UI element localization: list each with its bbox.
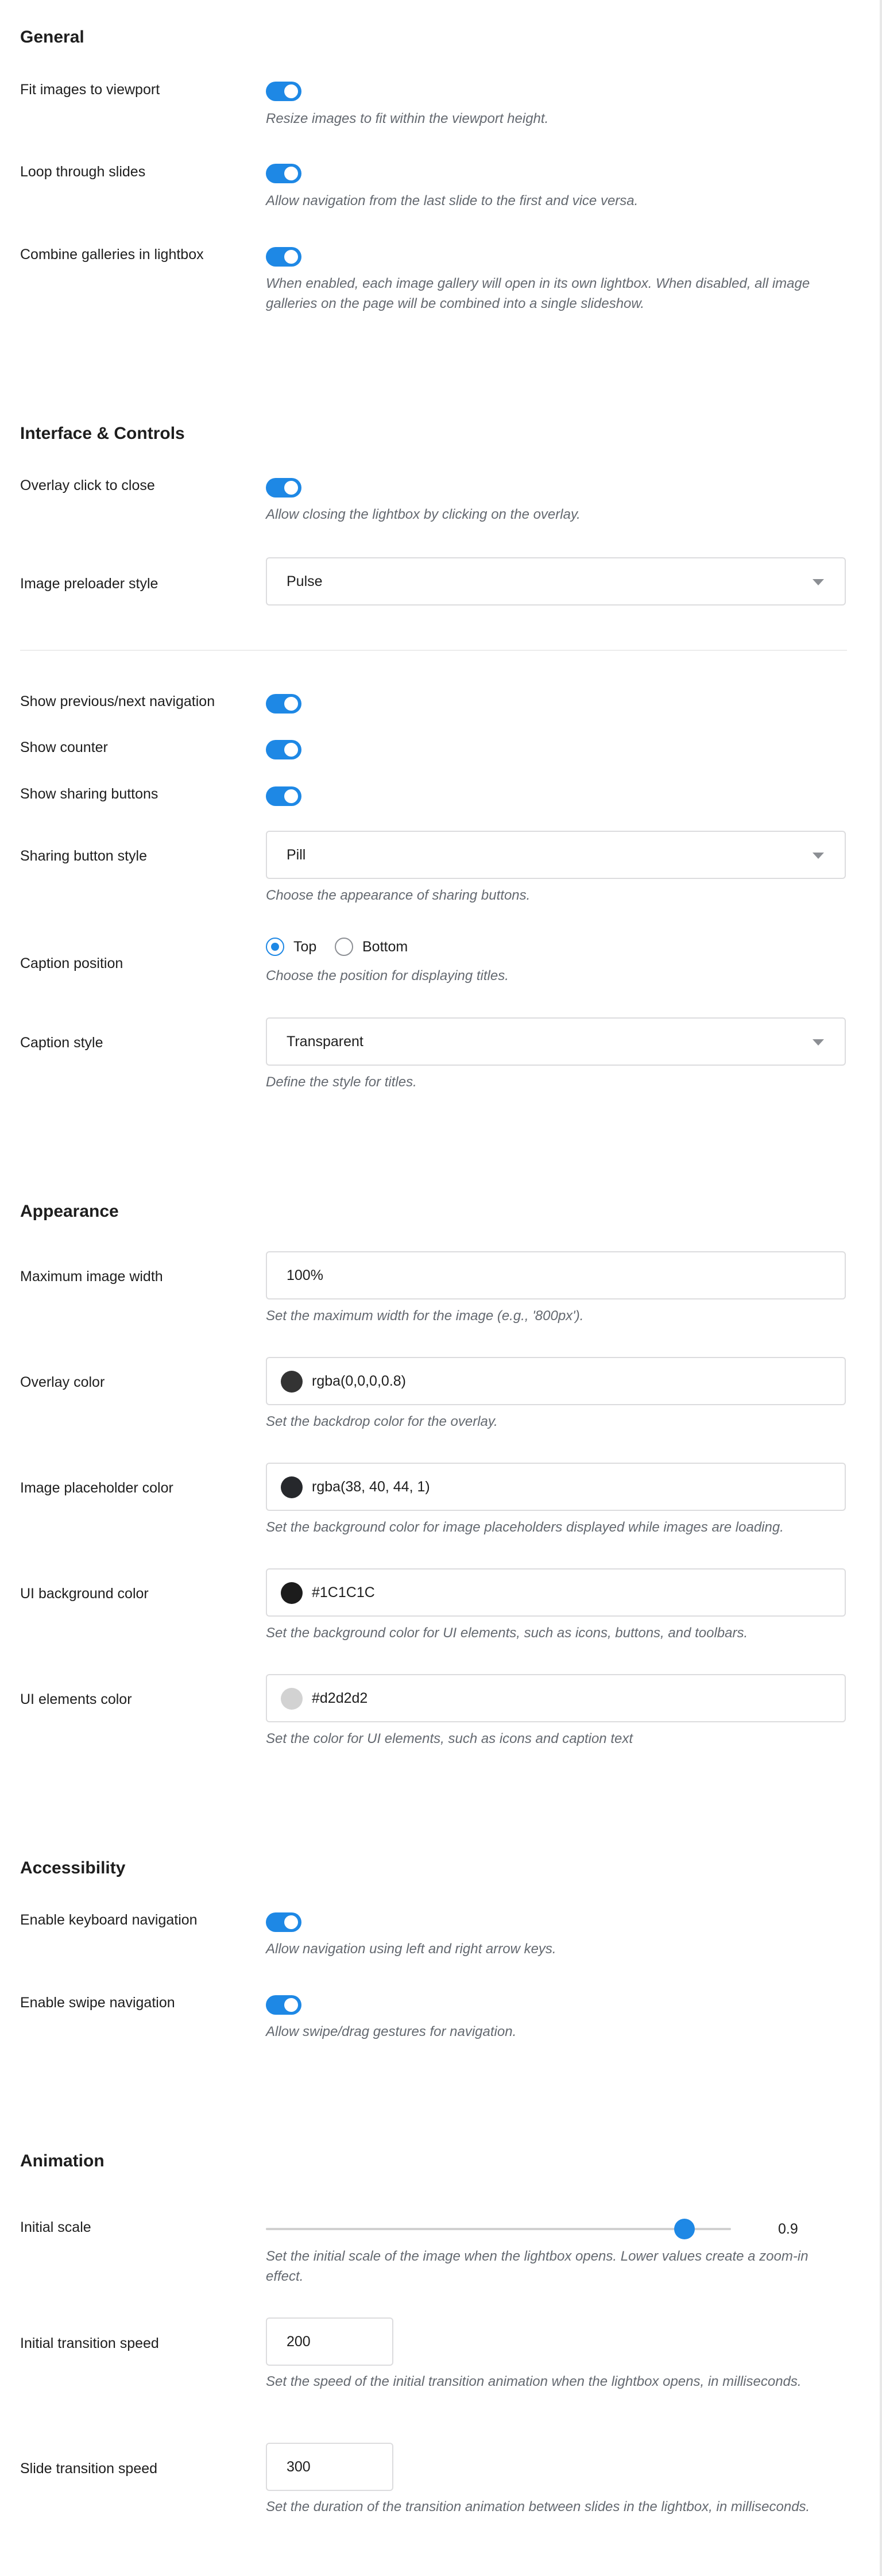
- loop-slides-label: Loop through slides: [20, 164, 146, 180]
- placeholder-color-label: Image placeholder color: [20, 1480, 173, 1496]
- caption-position-label: Caption position: [20, 955, 123, 971]
- show-counter-label: Show counter: [20, 739, 108, 755]
- initial-scale-slider-track[interactable]: [266, 2228, 731, 2230]
- initial-scale-label: Initial scale: [20, 2219, 91, 2235]
- max-width-desc: Set the maximum width for the image (e.g., '800px').: [266, 1308, 584, 1324]
- caption-position-bottom-radio[interactable]: [335, 938, 353, 956]
- caption-style-desc: Define the style for titles.: [266, 1074, 417, 1090]
- keyboard-nav-desc: Allow navigation using left and right arrow keys.: [266, 1941, 556, 1957]
- caption-style-value: Transparent: [287, 1034, 363, 1050]
- caption-position-bottom-label: Bottom: [362, 939, 408, 955]
- chevron-down-icon: [813, 853, 824, 859]
- chevron-down-icon: [813, 1039, 824, 1046]
- section-title-interface: Interface & Controls: [20, 424, 185, 443]
- fit-images-desc: Resize images to fit within the viewport height.: [266, 111, 549, 126]
- placeholder-color-desc: Set the background color for image placeholders displayed while images are loading.: [266, 1520, 784, 1535]
- sharing-style-value: Pill: [287, 847, 306, 863]
- chevron-down-icon: [813, 579, 824, 585]
- show-sharing-label: Show sharing buttons: [20, 786, 158, 802]
- section-title-appearance: Appearance: [20, 1202, 119, 1221]
- swipe-nav-desc: Allow swipe/drag gestures for navigation.: [266, 2024, 517, 2039]
- sharing-style-desc: Choose the appearance of sharing buttons.: [266, 888, 531, 903]
- initial-speed-label: Initial transition speed: [20, 2335, 159, 2351]
- ui-elements-color-swatch[interactable]: [281, 1688, 303, 1710]
- keyboard-nav-toggle[interactable]: [266, 1912, 301, 1932]
- slide-speed-value: 300: [287, 2459, 311, 2475]
- overlay-color-desc: Set the backdrop color for the overlay.: [266, 1414, 498, 1429]
- ui-elements-color-value: #d2d2d2: [312, 1690, 368, 1706]
- keyboard-nav-label: Enable keyboard navigation: [20, 1912, 198, 1928]
- show-sharing-toggle[interactable]: [266, 786, 301, 806]
- page-edge: [880, 0, 882, 2576]
- show-nav-toggle[interactable]: [266, 694, 301, 714]
- slide-speed-input[interactable]: [266, 2443, 393, 2491]
- overlay-color-swatch[interactable]: [281, 1371, 303, 1393]
- swipe-nav-toggle[interactable]: [266, 1995, 301, 2015]
- caption-position-desc: Choose the position for displaying titles.: [266, 968, 509, 984]
- preloader-label: Image preloader style: [20, 576, 158, 592]
- caption-position-top-radio[interactable]: [266, 938, 284, 956]
- overlay-color-value: rgba(0,0,0,0.8): [312, 1373, 406, 1389]
- placeholder-color-value: rgba(38, 40, 44, 1): [312, 1479, 430, 1495]
- swipe-nav-label: Enable swipe navigation: [20, 1995, 175, 2011]
- ui-elements-color-input[interactable]: [266, 1674, 846, 1722]
- max-width-input[interactable]: [266, 1251, 846, 1299]
- caption-position-top-label: Top: [293, 939, 317, 955]
- placeholder-color-swatch[interactable]: [281, 1476, 303, 1498]
- initial-speed-desc: Set the speed of the initial transition animation when the lightbox opens, in milliseconds.: [266, 2374, 802, 2389]
- ui-bg-color-value: #1C1C1C: [312, 1584, 375, 1601]
- overlay-click-toggle[interactable]: [266, 478, 301, 498]
- overlay-click-label: Overlay click to close: [20, 477, 155, 493]
- overlay-click-desc: Allow closing the lightbox by clicking on the overlay.: [266, 507, 581, 522]
- slide-speed-desc: Set the duration of the transition animation between slides in the lightbox, in milliseconds.: [266, 2499, 810, 2515]
- initial-scale-desc: Set the initial scale of the image when the lightbox opens. Lower values create a zoom-in effect.: [266, 2249, 808, 2284]
- preloader-value: Pulse: [287, 573, 323, 589]
- overlay-color-input[interactable]: [266, 1357, 846, 1405]
- show-nav-label: Show previous/next navigation: [20, 693, 215, 709]
- combine-galleries-desc: When enabled, each image gallery will open in its own lightbox. When disabled, all image galleries on the page will be combined into a single slideshow.: [266, 276, 810, 311]
- fit-images-label: Fit images to viewport: [20, 82, 160, 98]
- max-width-label: Maximum image width: [20, 1268, 163, 1285]
- initial-scale-value: 0.9: [778, 2221, 798, 2237]
- section-divider: [20, 650, 847, 651]
- loop-slides-desc: Allow navigation from the last slide to the first and vice versa.: [266, 193, 639, 209]
- ui-bg-color-swatch[interactable]: [281, 1582, 303, 1604]
- combine-galleries-toggle[interactable]: [266, 247, 301, 267]
- ui-bg-color-label: UI background color: [20, 1586, 149, 1602]
- sharing-style-select[interactable]: [266, 831, 846, 879]
- initial-speed-input[interactable]: [266, 2317, 393, 2366]
- max-width-value: 100%: [287, 1267, 323, 1283]
- section-title-general: General: [20, 28, 84, 47]
- initial-speed-value: 200: [287, 2334, 311, 2350]
- ui-elements-color-desc: Set the color for UI elements, such as icons and caption text: [266, 1731, 633, 1746]
- ui-bg-color-input[interactable]: [266, 1568, 846, 1617]
- ui-elements-color-label: UI elements color: [20, 1691, 132, 1707]
- initial-scale-slider-thumb[interactable]: [674, 2219, 695, 2239]
- overlay-color-label: Overlay color: [20, 1374, 105, 1390]
- caption-style-label: Caption style: [20, 1035, 103, 1051]
- show-counter-toggle[interactable]: [266, 740, 301, 759]
- combine-galleries-label: Combine galleries in lightbox: [20, 246, 204, 263]
- preloader-select[interactable]: [266, 557, 846, 606]
- placeholder-color-input[interactable]: [266, 1463, 846, 1511]
- ui-bg-color-desc: Set the background color for UI elements, such as icons, buttons, and toolbars.: [266, 1625, 748, 1641]
- slide-speed-label: Slide transition speed: [20, 2461, 158, 2477]
- section-title-animation: Animation: [20, 2151, 105, 2170]
- section-title-accessibility: Accessibility: [20, 1858, 126, 1877]
- sharing-style-label: Sharing button style: [20, 848, 147, 864]
- caption-style-select[interactable]: [266, 1017, 846, 1066]
- fit-images-toggle[interactable]: [266, 82, 301, 101]
- loop-slides-toggle[interactable]: [266, 164, 301, 183]
